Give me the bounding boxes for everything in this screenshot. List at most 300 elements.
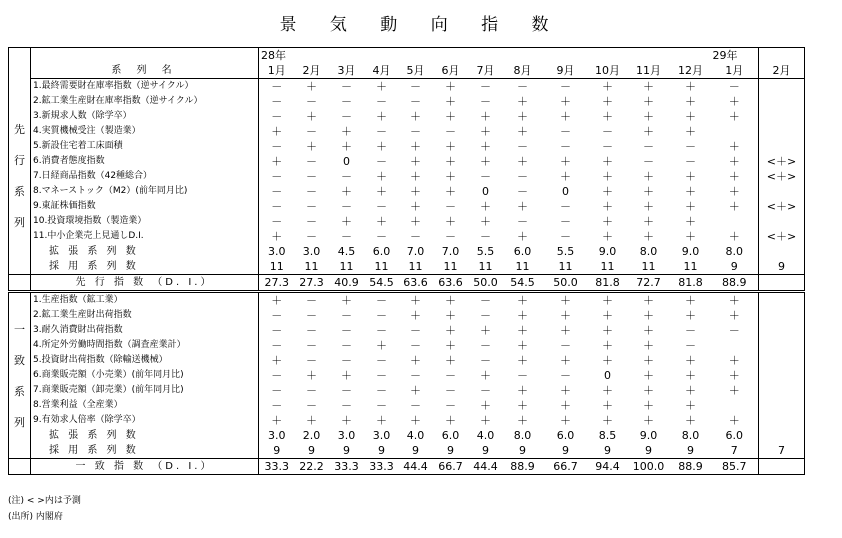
sign-cell: ＋ — [602, 170, 613, 183]
di-value: 44.4 — [399, 459, 433, 475]
sign-cell: ＋ — [376, 215, 387, 228]
expand-value: 6.0 — [556, 429, 575, 442]
sign-cell: － — [306, 399, 317, 412]
sign-cell: ＋ — [711, 292, 759, 309]
sign-cell: ＋ — [433, 292, 469, 309]
expand-value: 2.0 — [302, 429, 321, 442]
sign-cell: － — [259, 308, 295, 323]
sign-cell: － — [341, 170, 352, 183]
sign-cell: ＋ — [685, 309, 696, 322]
sign-cell: － — [480, 384, 491, 397]
sign-cell: <＋> — [759, 169, 805, 184]
sign-cell — [759, 413, 805, 428]
sign-cell: － — [341, 309, 352, 322]
adopt-value: 9 — [378, 444, 385, 457]
sign-cell — [711, 124, 759, 139]
notes — [8, 493, 81, 525]
header-month: 2月 — [295, 63, 329, 79]
sign-cell: － — [341, 354, 352, 367]
series-name: 8.営業利益（全産業） — [31, 398, 259, 413]
sign-cell: － — [259, 139, 295, 154]
sign-cell — [759, 94, 805, 109]
sign-cell: － — [560, 80, 571, 93]
sign-cell: ＋ — [643, 399, 654, 412]
sign-cell: － — [517, 369, 528, 382]
sign-cell: ＋ — [560, 170, 571, 183]
expand-value: 3.0 — [259, 428, 295, 443]
sign-cell: ＋ — [341, 215, 352, 228]
sign-cell: － — [602, 125, 613, 138]
sign-cell: ＋ — [728, 110, 740, 123]
expand-value: 9.0 — [598, 245, 617, 258]
sign-cell: － — [259, 368, 295, 383]
sign-cell: － — [643, 155, 654, 168]
sign-cell: － — [365, 292, 399, 309]
sign-cell: － — [410, 369, 421, 382]
series-name: 10.投資環境指数（製造業） — [31, 214, 259, 229]
expand-value: 4.0 — [406, 429, 425, 442]
sign-cell: ＋ — [259, 413, 295, 428]
sign-cell: ＋ — [480, 324, 491, 337]
sign-cell: － — [306, 155, 317, 168]
di-value: 50.0 — [469, 275, 503, 292]
sign-cell — [759, 109, 805, 124]
sign-cell — [759, 214, 805, 229]
adopt-value: 7 — [730, 444, 738, 457]
sign-cell: ＋ — [517, 354, 528, 367]
expand-value: 7.0 — [441, 245, 460, 258]
expand-row — [9, 244, 805, 259]
sign-cell: ＋ — [685, 185, 696, 198]
sign-cell: ＋ — [728, 170, 740, 183]
sign-cell: ＋ — [306, 140, 317, 153]
sign-cell: ＋ — [643, 125, 654, 138]
sign-cell: ＋ — [728, 309, 740, 322]
sign-cell: ＋ — [602, 200, 613, 213]
header-month: 6月 — [433, 63, 469, 79]
di-value: 27.3 — [295, 275, 329, 292]
sign-cell: － — [410, 125, 421, 138]
di-value: 72.7 — [627, 275, 671, 292]
sign-cell: － — [259, 79, 295, 95]
sign-cell: ＋ — [643, 95, 654, 108]
di-value: 94.4 — [589, 459, 627, 475]
sign-cell: － — [306, 170, 317, 183]
sign-cell: － — [341, 324, 352, 337]
sign-cell: ＋ — [445, 80, 456, 93]
sign-cell: ＋ — [445, 110, 456, 123]
sign-cell: ＋ — [560, 95, 571, 108]
sign-cell: － — [376, 200, 387, 213]
sign-cell: － — [517, 80, 528, 93]
di-value: 33.3 — [259, 459, 295, 475]
sign-cell: ＋ — [480, 140, 491, 153]
sign-cell: － — [410, 230, 421, 243]
sign-cell: ＋ — [376, 140, 387, 153]
di-value: 100.0 — [627, 459, 671, 475]
series-name: 9.有効求人倍率（除学卒） — [31, 413, 259, 428]
header-month: 8月 — [503, 63, 543, 79]
sign-cell: ＋ — [560, 324, 571, 337]
sign-cell: － — [376, 309, 387, 322]
sign-cell: － — [445, 369, 456, 382]
expand-value: 8.0 — [681, 429, 700, 442]
sign-cell: ＋ — [259, 353, 295, 368]
sign-cell: ＋ — [480, 110, 491, 123]
sign-cell: － — [376, 125, 387, 138]
sign-cell: － — [306, 125, 317, 138]
sign-cell: ＋ — [560, 309, 571, 322]
di-value: 50.0 — [543, 275, 589, 292]
header-month-row — [9, 63, 805, 79]
sign-cell: ＋ — [602, 215, 613, 228]
sign-cell: － — [259, 169, 295, 184]
sign-cell: ＋ — [480, 215, 491, 228]
sign-cell: ＋ — [410, 354, 421, 367]
group-char: 先 — [14, 123, 25, 137]
sign-cell: － — [560, 369, 571, 382]
di-value: 81.8 — [671, 275, 711, 292]
sign-cell: ＋ — [480, 414, 491, 427]
di-value: 88.9 — [503, 459, 543, 475]
sign-cell: ＋ — [560, 414, 571, 427]
sign-cell: ＋ — [728, 140, 740, 153]
sign-cell: ＋ — [376, 414, 387, 427]
sign-cell: ＋ — [376, 339, 387, 352]
expand-value — [759, 428, 805, 443]
sign-cell: ＋ — [445, 309, 456, 322]
sign-cell: <＋> — [759, 199, 805, 214]
expand-value: 8.0 — [513, 429, 532, 442]
sign-cell: － — [306, 354, 317, 367]
sign-cell: ＋ — [685, 414, 696, 427]
sign-cell: ＋ — [306, 414, 317, 427]
sign-cell: ＋ — [685, 110, 696, 123]
sign-cell: ＋ — [480, 125, 491, 138]
sign-cell: － — [295, 292, 329, 309]
group-char: 系 — [14, 185, 25, 199]
header-year-cell — [627, 48, 671, 64]
sign-cell: ＋ — [517, 200, 528, 213]
series-name: 5.新設住宅着工床面積 — [31, 139, 259, 154]
adopt-value: 9 — [412, 444, 419, 457]
sign-cell: ＋ — [445, 95, 456, 108]
sign-cell: ＋ — [643, 414, 654, 427]
sign-cell: ＋ — [399, 292, 433, 309]
table-row — [9, 323, 805, 338]
sign-cell: ＋ — [728, 230, 740, 243]
sign-cell: － — [376, 230, 387, 243]
sign-cell: ＋ — [627, 292, 671, 309]
sign-cell: ＋ — [560, 399, 571, 412]
sign-cell: ＋ — [643, 215, 654, 228]
sign-cell: ＋ — [685, 95, 696, 108]
sign-cell: ＋ — [685, 369, 696, 382]
di-value: 44.4 — [469, 459, 503, 475]
sign-cell: － — [341, 339, 352, 352]
sign-cell: ＋ — [259, 154, 295, 169]
sign-cell: － — [410, 399, 421, 412]
table-row — [9, 199, 805, 214]
sign-cell: ＋ — [643, 230, 654, 243]
series-name: 1.生産指数（鉱工業） — [31, 292, 259, 309]
di-value: 27.3 — [259, 275, 295, 292]
sign-cell: － — [376, 324, 387, 337]
sign-cell: － — [560, 339, 571, 352]
header-year-cell — [329, 48, 365, 64]
sign-cell: － — [341, 110, 352, 123]
sign-cell: ＋ — [410, 140, 421, 153]
sign-cell: － — [469, 292, 503, 309]
di-value: 40.9 — [329, 275, 365, 292]
sign-cell: － — [560, 215, 571, 228]
sign-cell: ＋ — [445, 140, 456, 153]
adopt-value: 7 — [759, 443, 805, 459]
sign-cell: ＋ — [728, 354, 740, 367]
sign-cell: － — [376, 384, 387, 397]
expand-value: 8.0 — [725, 245, 743, 258]
sign-cell: － — [376, 155, 387, 168]
sign-cell: ＋ — [480, 200, 491, 213]
sign-cell: ＋ — [341, 140, 352, 153]
sign-cell — [759, 308, 805, 323]
leading-group-label — [9, 79, 31, 275]
sign-cell: － — [259, 94, 295, 109]
sign-cell: <＋> — [759, 229, 805, 244]
sign-cell: ＋ — [685, 170, 696, 183]
sign-cell: ＋ — [259, 292, 295, 309]
sign-cell: － — [306, 215, 317, 228]
page-title: 景 気 動 向 指 数 — [279, 15, 563, 35]
adopt-value: 11 — [515, 260, 530, 273]
sign-cell — [759, 368, 805, 383]
header-corner — [9, 48, 31, 79]
sign-cell: ＋ — [728, 185, 740, 198]
sign-cell: － — [259, 383, 295, 398]
expand-label: 拡 張 系 列 数 — [31, 244, 259, 259]
table-row — [9, 154, 805, 169]
sign-cell: ＋ — [602, 155, 613, 168]
sign-cell: ＋ — [445, 354, 456, 367]
adopt-value: 11 — [443, 260, 458, 273]
sign-cell: － — [685, 324, 696, 337]
header-month: 10月 — [589, 63, 627, 79]
adopt-value: 11 — [641, 260, 656, 273]
sign-cell: ＋ — [517, 110, 528, 123]
table-row — [9, 308, 805, 323]
sign-cell: － — [445, 399, 456, 412]
sign-cell: ＋ — [410, 200, 421, 213]
coincident-group-label — [9, 292, 31, 459]
sign-cell: ＋ — [410, 414, 421, 427]
sign-cell — [759, 184, 805, 199]
expand-value: 3.0 — [259, 244, 295, 259]
di-spacer — [9, 275, 31, 292]
sign-cell: ＋ — [602, 399, 613, 412]
expand-value: 4.5 — [337, 245, 356, 258]
sign-cell: － — [560, 200, 571, 213]
note-source: (出所) 内閣府 — [8, 512, 63, 522]
adopt-value: 9 — [604, 444, 611, 457]
sign-cell: ＋ — [445, 185, 456, 198]
sign-cell: ＋ — [480, 155, 491, 168]
sign-cell: － — [341, 399, 352, 412]
table-row — [9, 124, 805, 139]
sign-cell: 0 — [604, 369, 611, 382]
header-year-cell — [399, 48, 433, 64]
sign-cell: － — [341, 95, 352, 108]
header-year-cell — [295, 48, 329, 64]
di-label: 一 致 指 数 （D. I.） — [31, 459, 259, 475]
sign-cell: ＋ — [410, 384, 421, 397]
sign-cell: ＋ — [517, 125, 528, 138]
adopt-row — [9, 443, 805, 459]
sign-cell: － — [517, 140, 528, 153]
sign-cell: － — [306, 200, 317, 213]
sign-cell: － — [685, 155, 696, 168]
adopt-label: 採 用 系 列 数 — [31, 259, 259, 275]
sign-cell: － — [480, 230, 491, 243]
header-month: 5月 — [399, 63, 433, 79]
sign-cell: ＋ — [445, 215, 456, 228]
sign-cell: ＋ — [517, 309, 528, 322]
sign-cell: － — [517, 215, 528, 228]
di-value: 22.2 — [295, 459, 329, 475]
sign-cell: － — [685, 339, 696, 352]
table-row — [9, 214, 805, 229]
table-row — [9, 413, 805, 428]
table-row — [9, 79, 805, 95]
sign-cell: － — [560, 125, 571, 138]
sign-cell: ＋ — [560, 110, 571, 123]
sign-cell: ＋ — [517, 384, 528, 397]
sign-cell: ＋ — [602, 80, 613, 93]
sign-cell: 0 — [343, 155, 350, 168]
sign-cell: － — [480, 354, 491, 367]
series-name: 1.最終需要財在庫率指数（逆サイクル） — [31, 79, 259, 95]
sign-cell: ＋ — [480, 369, 491, 382]
sign-cell: ＋ — [341, 125, 352, 138]
sign-cell — [759, 323, 805, 338]
sign-cell: ＋ — [643, 369, 654, 382]
sign-cell: ＋ — [306, 110, 317, 123]
header-month: 12月 — [671, 63, 711, 79]
sign-cell — [759, 338, 805, 353]
sign-cell: － — [728, 324, 740, 337]
series-name: 3.新規求人数（除学卒） — [31, 109, 259, 124]
expand-value: 9.0 — [681, 245, 700, 258]
sign-cell: ＋ — [643, 170, 654, 183]
series-name: 11.中小企業売上見通しD.I. — [31, 229, 259, 244]
series-name: 9.東証株価指数 — [31, 199, 259, 214]
header-year-cell — [671, 48, 711, 64]
sign-cell: － — [685, 140, 696, 153]
table-row — [9, 368, 805, 383]
sign-cell: － — [445, 230, 456, 243]
sign-cell: ＋ — [602, 384, 613, 397]
sign-cell: ＋ — [643, 339, 654, 352]
sign-cell: ＋ — [602, 324, 613, 337]
header-year-row — [9, 48, 805, 64]
sign-cell: ＋ — [306, 80, 317, 93]
expand-value: 6.0 — [513, 245, 532, 258]
sign-cell: － — [728, 80, 740, 93]
adopt-value: 11 — [339, 260, 354, 273]
sign-cell: － — [306, 185, 317, 198]
sign-cell: － — [376, 95, 387, 108]
adopt-value: 9 — [730, 260, 738, 273]
sign-cell: ＋ — [589, 292, 627, 309]
table-row — [9, 398, 805, 413]
sign-cell: － — [560, 230, 571, 243]
group-char: 系 — [14, 384, 25, 398]
header-year-cell — [503, 48, 543, 64]
sign-cell: － — [259, 338, 295, 353]
note-forecast: (注) < >内は予測 — [8, 496, 81, 506]
sign-cell: ＋ — [602, 339, 613, 352]
sign-cell: ＋ — [643, 200, 654, 213]
sign-cell — [759, 139, 805, 154]
sign-cell: － — [341, 80, 352, 93]
adopt-value: 11 — [408, 260, 423, 273]
sign-cell: ＋ — [602, 110, 613, 123]
sign-cell: ＋ — [602, 95, 613, 108]
group-char: 行 — [14, 154, 25, 168]
group-char: 致 — [14, 353, 25, 367]
sign-cell — [759, 79, 805, 95]
expand-value: 6.0 — [441, 429, 460, 442]
sign-cell: － — [259, 184, 295, 199]
sign-cell: ＋ — [685, 384, 696, 397]
sign-cell: ＋ — [685, 125, 696, 138]
expand-value: 6.0 — [372, 245, 391, 258]
series-name: 4.所定外労働時間指数（調査産業計） — [31, 338, 259, 353]
sign-cell: <＋> — [759, 154, 805, 169]
sign-cell: 0 — [562, 185, 569, 198]
sign-cell — [711, 398, 759, 413]
sign-cell: ＋ — [445, 414, 456, 427]
sign-cell: － — [259, 323, 295, 338]
header-year-cell — [543, 48, 589, 64]
business-conditions-table — [8, 47, 805, 475]
sign-cell: ＋ — [543, 292, 589, 309]
sign-cell: ＋ — [445, 324, 456, 337]
sign-cell: ＋ — [410, 309, 421, 322]
di-value: 66.7 — [543, 459, 589, 475]
sign-cell: ＋ — [643, 110, 654, 123]
di-value — [759, 275, 805, 292]
sign-cell: ＋ — [376, 80, 387, 93]
expand-value: 3.0 — [372, 429, 391, 442]
sign-cell: － — [480, 80, 491, 93]
sign-cell: － — [410, 324, 421, 337]
sign-cell: ＋ — [503, 292, 543, 309]
table-row — [9, 94, 805, 109]
sign-cell: ＋ — [643, 384, 654, 397]
adopt-value: 11 — [683, 260, 698, 273]
sign-cell: ＋ — [602, 309, 613, 322]
adopt-value: 9 — [562, 444, 569, 457]
sign-cell: － — [480, 339, 491, 352]
series-name: 2.鉱工業生産財出荷指数 — [31, 308, 259, 323]
sign-cell: － — [259, 199, 295, 214]
header-year-cell — [365, 48, 399, 64]
adopt-value: 9 — [482, 444, 489, 457]
sign-cell: ＋ — [643, 354, 654, 367]
adopt-value: 11 — [259, 259, 295, 275]
sign-cell: ＋ — [517, 95, 528, 108]
sign-cell: － — [517, 185, 528, 198]
